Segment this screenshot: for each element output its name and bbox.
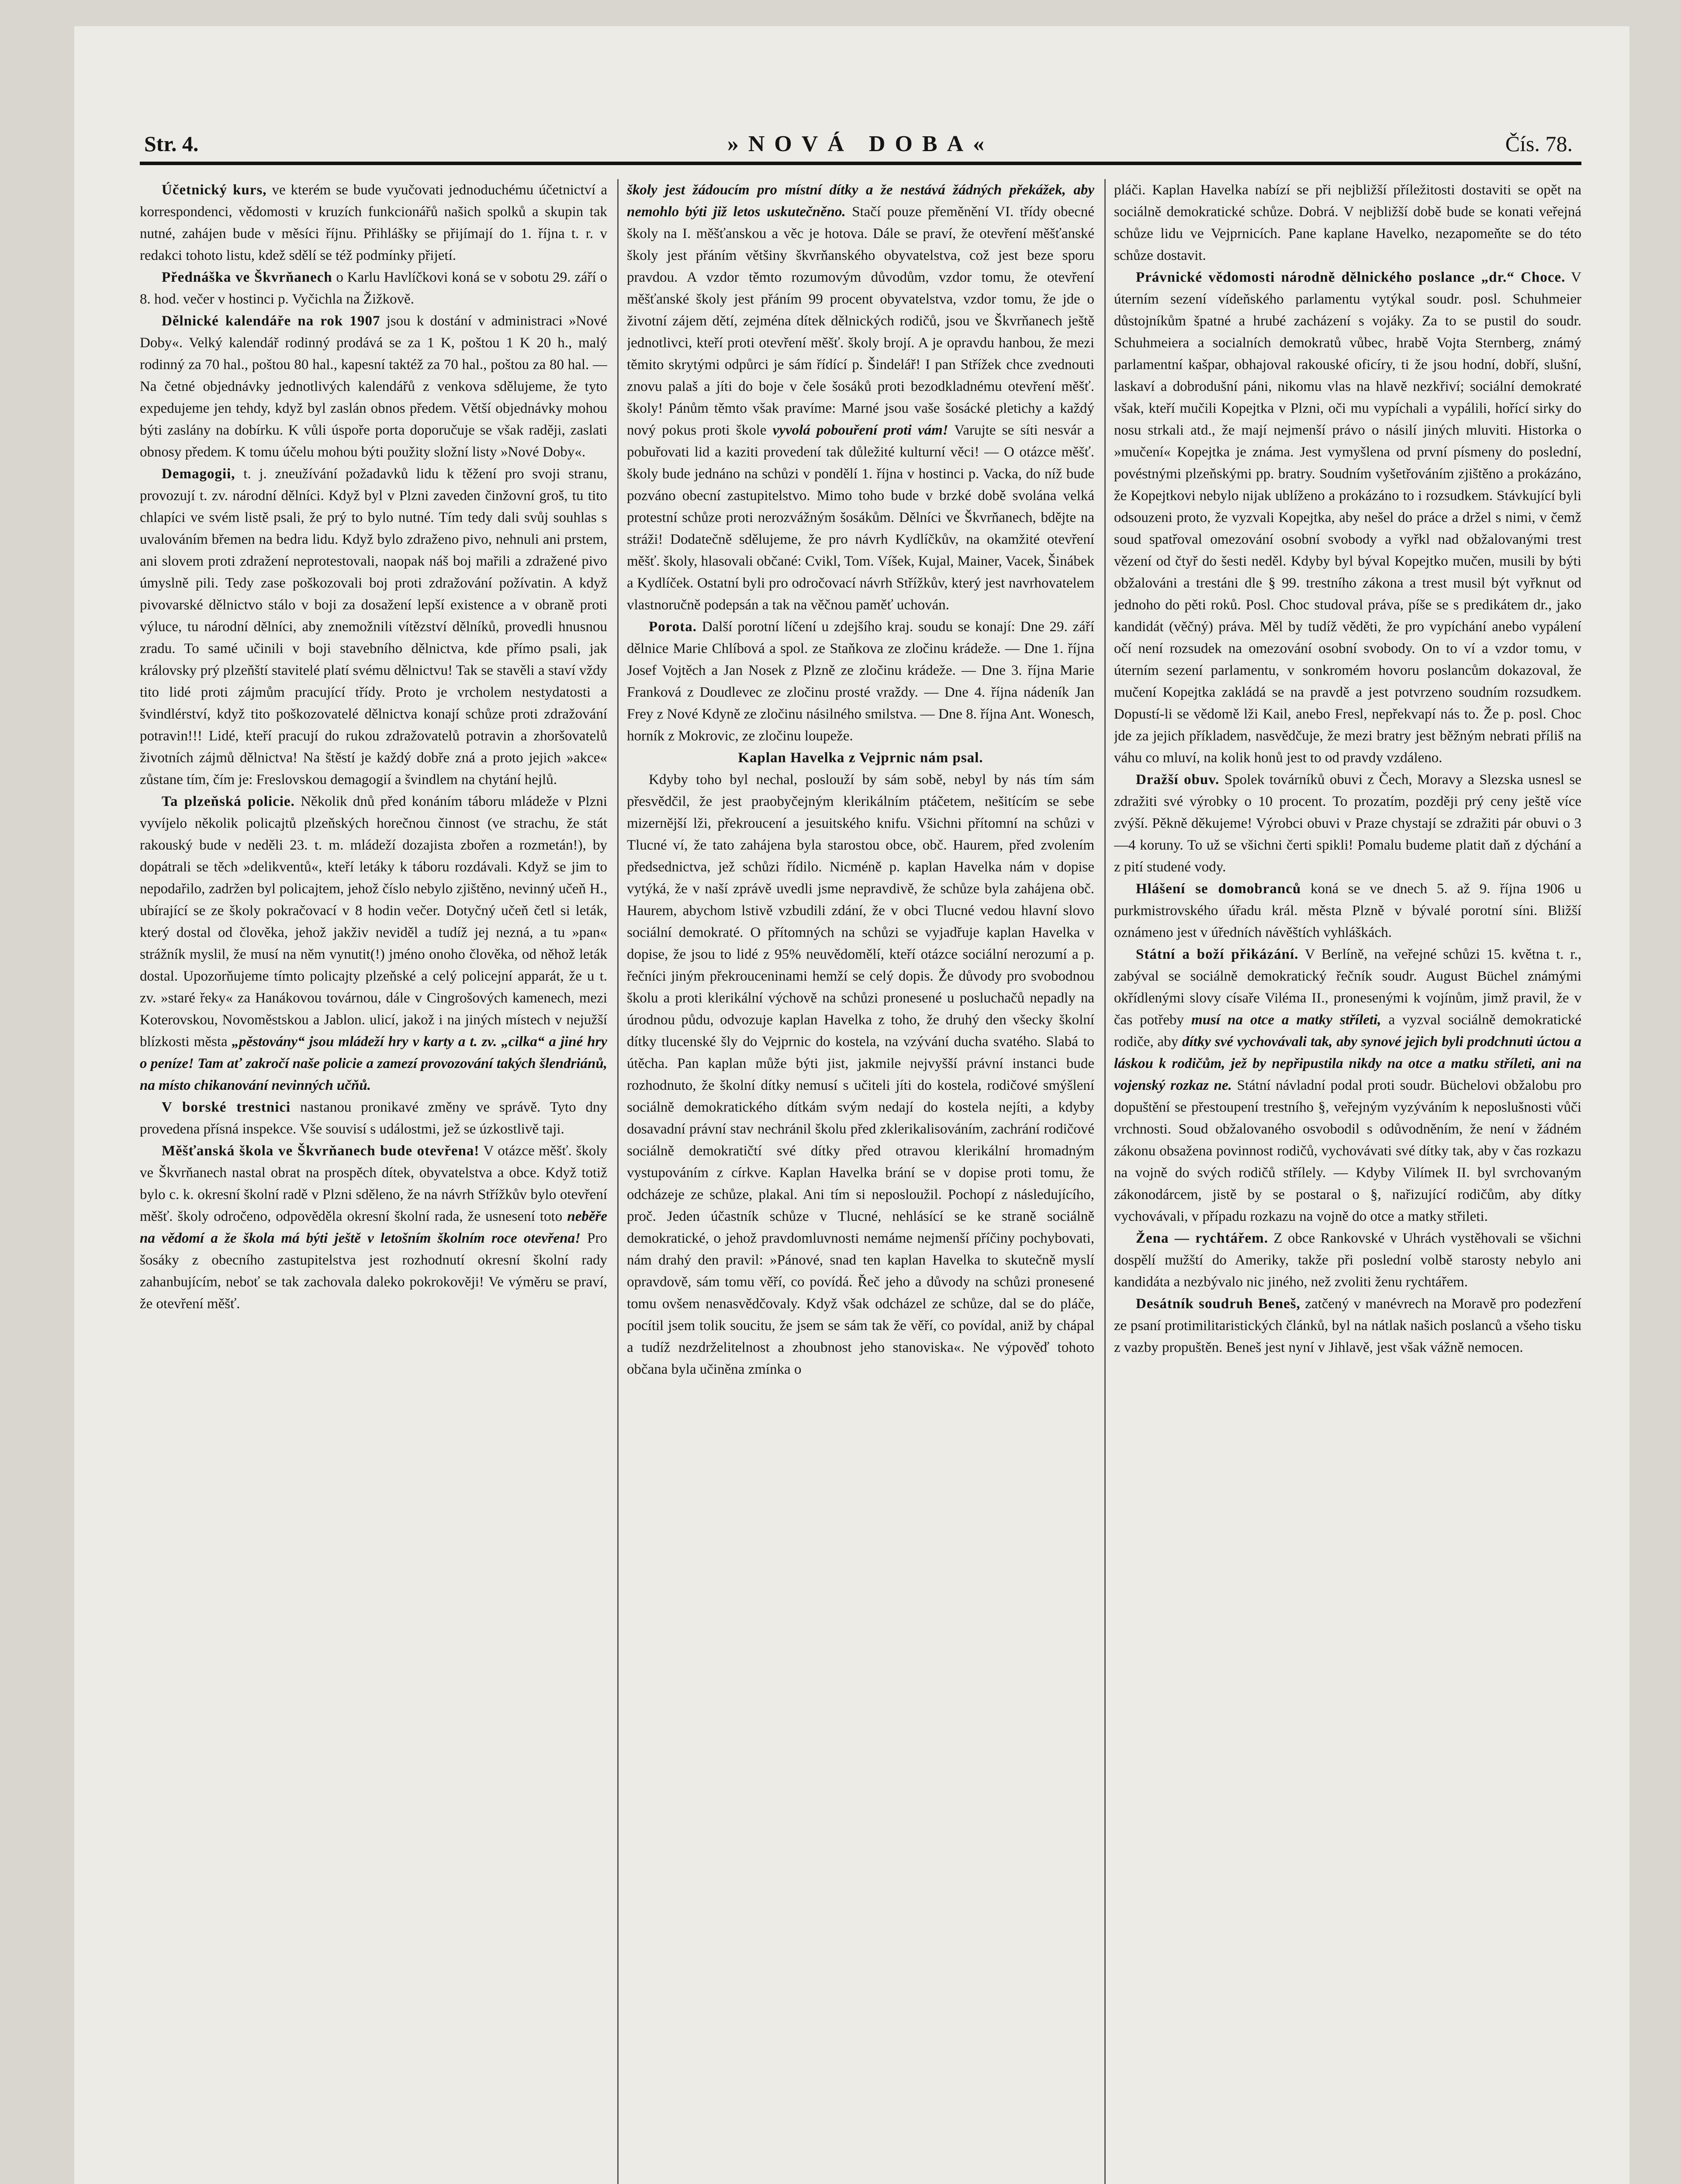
issue-number: Čís. 78.	[1505, 131, 1573, 156]
article-columns	[140, 179, 1581, 2184]
column-2	[627, 179, 1094, 2184]
article-shoes: Dražší obuv. Spolek továrníků obuvi z Čech, Moravy a Slezska usnesl se zdražiti své výrobky o 10 procent. To prozatím, později prý ceny ještě více zvýší. Pěkně děkujeme! Výrobci obuvi v Praze chystají se zdražiti pár obuvi o 3—4 koruny. To už se všichni čerti spikli! Pomalu budeme platit daň z dýchání a z pití studené vody.	[1114, 772, 1581, 875]
page-number: Str. 4.	[144, 131, 199, 156]
newspaper-title: »NOVÁ DOBA«	[727, 131, 994, 156]
article-chaplain: Kdyby toho byl nechal, poslouží by sám sobě, nebyl by nás tím sám přesvědčil, že jest praobyčejným klerikálním ptáčetem, nešitícím se sebe mizernější lži, překroucení a jesuitského knifu. Všichni přítomní na schůzi v Tlucné ví, že tato zahájena byla starostou obce, obč. Haurem, před zvolením předsednictva, jež schůzi řídilo. Nicméně p. kaplan Havelka nám v dopise vytýká, že v naší zprávě uvedli jsme nepravdivě, že schůze byla zahájena obč. Haurem, abychom lstivě vzbudili zdání, že v obci Tlucné vedou hlavní slovo sociální demokraté. O přítomných na schůzi se vyjadřuje kaplan Havelka v dopise, že jsou to lidé z 95% neuvědomělí, kteří otázce sociální nerozumí a p. řečníci jiným překrouceninami hemží se celý dopis. Že důvody pro svobodnou školu a proti klerikální výchově na schůzi pronesené u posluchačů nepadly na úrodnou půdu, odvozuje kaplan Havelka z toho, že druhý den všecky školní dítky tlucenské šly do Vejprnic do kostela, na vzývání ducha svatého. Slabá to útěcha. Pan kaplan může býti jist, jakmile nejvyšší právní instanci bude rozhodnuto, že školní dítky nemusí s učiteli jíti do kostela, rodičové smýšlení sociálně demokratického dítkám svým nedají do kostela nejíti, a kdyby dosavadní právní stav nechránil školu před zklerikalisováním, zachrání rodičové sociálně demokratičtí své dítky před otravou klerikální hromadným vystupováním z církve. Kaplan Havelka brání se v dopise proti tomu, že odcházeje ze schůze, plakal. Ani tím si neposloužil. Pochopí z následujícího, proč. Jeden účastník schůze v Tlucné, nehlásící se ke straně sociálně demokratické, o jehož pravdomluvnosti nemáme nejmenší příčiny pochybovati, nám drahý den pravil: »Pánové, snad ten kaplan Havelka to skutečně myslí opravdově, sám tomu věří, co povídá. Řeč jeho a důvody na schůzi pronesené tomu ovšem nenasvědčovaly. Když však odcházel ze schůze, dal se do pláče, pocítil jsem tolik soucitu, že jsem se sám tak že věří, co povídal, aniž by chápal a tudíž nezdrželitelnost a zhoubnost jeho stanoviska«. Ne výpověď tohoto občana byla učiněna zmínka o	[627, 772, 1094, 1377]
article-corporal: Desátník soudruh Beneš, zatčený v manévrech na Moravě pro podezření ze psaní protimilitaristických článků, byl na nátlak našich poslanců a všeho tisku z vazby propuštěn. Beneš jest nyní v Jihlavě, jest však vážně nemocen.	[1114, 1296, 1581, 1355]
article-woman-mayor: Žena — rychtářem. Z obce Rankovské v Uhrách vystěhovali se všichni dospělí mužští do Ameriky, takže při poslední volbě starosty nebylo ani kandidáta a nezbývalo nic jiného, než zvoliti ženu rychtářem.	[1114, 1230, 1581, 1290]
article-school-continued: školy jest žádoucím pro místní dítky a že nestává žádných překážek, aby nemohlo býti již letos uskutečněno. Stačí pouze přeměnění VI. třídy obecné školy na I. měšťanskou a věc je hotova. Dále se praví, že otevření měšťanské školy jest přáním většiny škvrňanského obyvatelstva, což jest beze sporu pravdou. A vzdor těmto rozumovým důvodům, vzdor tomu, že otevření měšťanské školy jest přáním 99 procent obyvatelstva, vzdor tomu, že jde o životní zájem dětí, zejména dítek dělnických rodičů, jsou ve Škvrňanech ještě jednotlivci, kteří proti otevření měšť. školy brojí. A je opravdu hanbou, že mezi těmito skrytými odpůrci je sám řídící p. Šindelář! I pan Střížek chce zvednouti znovu palaš a jíti do boje v čele šosáků proti bezodkladnému otevření měšť. školy! Pánům těmto však pravíme: Marné jsou vaše šosácké pletichy a každý nový pokus proti škole vyvolá pobouření proti vám! Varujte se síti nesvár a pobuřovati lid a kaziti provedení tak důležité kulturní věci! — O otázce měšť. školy bude jednáno na schůzi v pondělí 1. října v hostinci p. Vacka, do níž bude pozváno obecní zastupitelstvo. Mimo toho bude v brzké době svolána velká protestní schůze proti nerozvážným šosákům. Dělníci ve Škvrňanech, bdějte na stráži! Dodatečně sdělujeme, že pro návrh Kydlíčkův, na okamžité otevření měšť. školy, hlasovali občané: Cvikl, Tom. Víšek, Kujal, Mainer, Vacek, Šinábek a Kydlíček. Ostatní byli pro odročovací návrh Střížkův, který jest navrhovatelem vlastnoručně podepsán a tak na věčnou paměť uchován.	[627, 182, 1094, 613]
article-reservists: Hlášení se domobranců koná se ve dnech 5. až 9. října 1906 u purkmistrovského úřadu král. města Plzně v bývalé porotní síni. Bližší oznámeno jest v úředních návěštích vyhláškách.	[1114, 881, 1581, 940]
column-3	[1114, 179, 1581, 2184]
article-legal-knowledge: Právnické vědomosti národně dělnického poslance „dr.“ Choce. V úterním sezení vídeňského parlamentu vytýkal soudr. posl. Schuhmeier důstojníkům špatné a hrubé zacházení s vojáky. Za to se pustil do soudr. Schuhmeiera a socialních demokratů vůbec, hrabě Vojta Sternberg, známý parlamentní kašpar, obhajoval rakouské oficíry, ti že jsou hodní, dobří, slušní, laskaví a dobrodušní páni, nikomu vlas na hlavě nezkřiví; sociální demokraté však, kteří mučili Kopejtka v Plzni, oči mu vypíchali a vypálili, hořící sirky do nosu strkali atd., že mají nejmenší právo o násilí jiných mluviti. Historka o »mučení« Kopejtka je známa. Jest vymyšlena od první písmeny do poslední, povéstnými plzeňskými pp. bratry. Soudním vyšetřováním zjištěno a prokázáno, že Kopejtkovi nebylo nijak ublíženo a prokázáno to i rozsudkem. Stávkující byli odsouzeni proto, že vyzvali Kopejtka, aby nešel do práce a držel s nimi, v čemž soud spatřoval omezování osobní svobody a vyřkl nad obžalovanými trest vězení od čtyř do šesti neděl. Kdyby byl býval Kopejtko mučen, musili by býti obžalováni a trestáni dle § 99. trestního zákona a trest musil být vyřknut od jednoho do pěti roků. Posl. Choc studoval práva, píše se s predikátem dr., jako kandidát (věčný) práva. Měl by tudíž věděti, že pro vypíchání anebo vypálení očí není rozsudek na omezování osobní svobody. On to ví a vzdor tomu, v úterním sezení parlamentu, v sonkromém hovoru poslancům dokazoval, že mučení Kopejtka zakládá se na pravdě a jest potvrzeno soudním rozsudkem. Dopustí-li se vědomě lži Kail, anebo Fresl, nepřekvapí nás to. Že p. posl. Choc jde za jejich příkladem, nasvědčuje, že mezi bratry jest běžným nebrati příliš na váhu co mluví, na kolik honů jest to od pravdy vzdáleno.	[1114, 270, 1581, 766]
article-lecture: Přednáška ve Škvrňanech o Karlu Havlíčkovi koná se v sobotu 29. září o 8. hod. večer v hostinci p. Vyčichla na Žižkově.	[140, 270, 607, 307]
article-school: Měšťanská škola ve Škvrňanech bude otevřena! V otázce měšť. školy ve Škvrňanech nastal obrat na prospěch dítek, obyvatelstva a obce. Když totiž bylo c. k. okresní školní radě v Plzni sděleno, že na návrh Střížkův bylo otevření měšť. školy odročeno, odpověděla okresní školní rada, že usnesení toto neběře na vědomí a že škola má býti ještě v letošním školním roce otevřena! Pro šosáky z obecního zastupitelstva jest rozhodnutí okresní školní rady zahanbujícím, neboť se tak zachovala daleko pokrokověji! Ve výměru se praví, že otevření měšť.	[140, 1143, 607, 1312]
article-prison: V borské trestnici nastanou pronikavé změny ve správě. Tyto dny provedena přísná inspekce. Vše souvisí s událostmi, jež se úzkostlivě taji.	[140, 1099, 607, 1137]
article-chaplain-continued: pláči. Kaplan Havelka nabízí se při nejbližší příležitosti dostaviti se opět na sociálně demokratické schůze. Dobrá. V nejbližší době bude se konati veřejná schůze lidu ve Vejprnicích. Pane kaplane Havelko, nezapomeňte se do této schůze dostavit.	[1114, 182, 1581, 263]
page-header	[140, 114, 1581, 165]
article-calendars: Dělnické kalendáře na rok 1907 jsou k dostání v administraci »Nové Doby«. Velký kalendář rodinný prodává se za 1 K, poštou 1 K 20 h., malý rodinný za 70 hal., poštou 80 hal., kapesní taktéž za 70 hal., poštou za 80 hal. — Na četné objednávky jednotlivých kalendářů z venkova sdělujeme, že tyto expedujeme jen tehdy, když byl zaslán obnos předem. Větší objednávky mohou býti zaslány na dobírku. K vůli úspoře porta doporučuje se však raději, zaslati obnosy předem. K tomu účelu mohou býti použity složní listy »Nové Doby«.	[140, 313, 607, 460]
article-jury: Porota. Další porotní líčení u zdejšího kraj. soudu se konají: Dne 29. září dělnice Marie Chlíbová a spol. ze Staňkova ze zločinu krádeže. — Dne 1. října Josef Vojtěch a Jan Nosek z Plzně ze zločinu krádeže. — Dne 3. října Marie Franková z Doudlevec ze zločinu prosté vraždy. — Dne 4. října nádeník Jan Frey z Nové Kdyně ze zločinu násilného smilstva. — Dne 8. října Ant. Wonesch, horník z Mokrovic, ze zločinu loupeže.	[627, 619, 1094, 744]
article-demagogy: Demagogii, t. j. zneužívání požadavků lidu k těžení pro svoji stranu, provozují t. zv. národní dělníci. Když byl v Plzni zaveden činžovní groš, tu tito chlapíci ve svém listě psali, že prý to bylo nutné. Tím tedy dali svůj souhlas s uvalováním břemen na bedra lidu. Když bylo zdraženo pivo, nehnuli ani prstem, ani slovem proti zdražení neprotestovali, naopak náš boj mařili a zdražené pivo úmyslně pili. Tedy zase poškozovali boj proti zdražování požívatin. A když pivovarské dělnictvo stálo v boji za dosažení lepší existence a v obraně proti výluce, tu národní dělníci, aby znemožnili vítězství dělníků, provedli hnusnou zradu. To samé učinili v boji stavebního dělnictva, kde přímo psali, jak královsky prý plzeňští stavitelé platí svému dělnictvu! Tak se stavěli a staví vždy tito lidé proti zájmům pracující třídy. Proto je vrcholem nestydatosti a švindlérství, když tito poškozovatelé dělnictva konají schůze proti zdražování potravin!!! Lidé, kteří pracují do rukou zdražovatelů potravin a zhoršovatelů životních zájmů dělnictva! Na štěstí je každý dobře zná a proto jejich »akce« zůstane tím, čím je: Freslovskou demagogií a švindlem na chytání hejlů.	[140, 466, 607, 788]
article-chaplain-heading: Kaplan Havelka z Vejprnic nám psal.	[738, 750, 983, 766]
article-accounting-course: Účetnický kurs, ve kterém se bude vyučovati jednoduchému účetnictví a korrespondenci, vědomosti v kruzích funkcionářů našich spolků a skupin tak nutné, zahájen bude v měsíci říjnu. Přihlášky se přijímají do 1. října t. r. v redakci tohoto listu, kdež sdělí se též podmínky přijetí.	[140, 182, 607, 263]
column-1	[140, 179, 607, 2184]
article-commandments: Státní a boží přikázání. V Berlíně, na veřejné schůzi 15. května t. r., zabýval se sociálně demokratický řečník soudr. August Büchel známými okřídlenými slovy císaře Viléma II., pronesenými k vojínům, jimž pravil, že v čas potřeby musí na otce a matky stříleti, a vyzval sociálně demokratické rodiče, aby dítky své vychovávali tak, aby synové jejich byli prodchnuti úctou a láskou k rodičům, jež by nepřipustila nikdy na otce a matku stříleti, ani na vojenský rozkaz ne. Státní návladní podal proti soudr. Büchelovi obžalobu pro dopuštění se přestoupení trestního §, veřejným vyzýváním k neposlušnosti vůči vrchnosti. Soud obžalovaného osvobodil s odůvodněním, že není v žádném zákonu obsažena povinnost rodičů, vychovávati své dítky tak, aby v čas rozkazu na vojně do svých rodičů střílely. — Kdyby Vilímek II. byl svrchovaným zákonodárcem, jistě by se postaral o §, nařizující rodičům, aby dítky vychovávali, v případu rozkazu na vojně do otce a matky střileti.	[1114, 947, 1581, 1224]
article-police: Ta plzeňská policie. Několik dnů před konáním táboru mládeže v Plzni vyvíjelo několik policajtů plzeňských horečnou činnost (ve strachu, že stát rakouský bude v neděli 23. t. m. mládeží dozajista zbořen a rozmetán!), by dopátrali se těch »delikventů«, kteří letáky k táboru rozdávali. Když se jim to nepodařilo, zadržen byl policajtem, jehož číslo nebylo zjištěno, nevinný učeň H., ubírající se ze školy pokračovací v 8 hodin večer. Dotyčný učeň četl si leták, který dostal od člověka, jehož jakživ neviděl a tudíž jej nezná, a tu »pan« strážník myslil, že musí na něm vynutit(!) jméno onoho člověka, od něhož leták dostal. Upozorňujeme tímto policajty plzeňské a celý policejní apparát, že u t. zv. »staré řeky« za Hanákovou továrnou, dále v Cingrošových kamenech, mezi Koterovskou, Novoměstskou a Jablon. ulicí, jakož i na jiných místech v nejužší blízkosti města „pěstovány“ jsou mládeží hry v karty a t. zv. „cilka“ a jiné hry o peníze! Tam ať zakročí naše policie a zamezí provozování takých šlendriánů, na místo chikanování nevinných učňů.	[140, 794, 607, 1093]
newspaper-page	[74, 26, 1629, 2184]
